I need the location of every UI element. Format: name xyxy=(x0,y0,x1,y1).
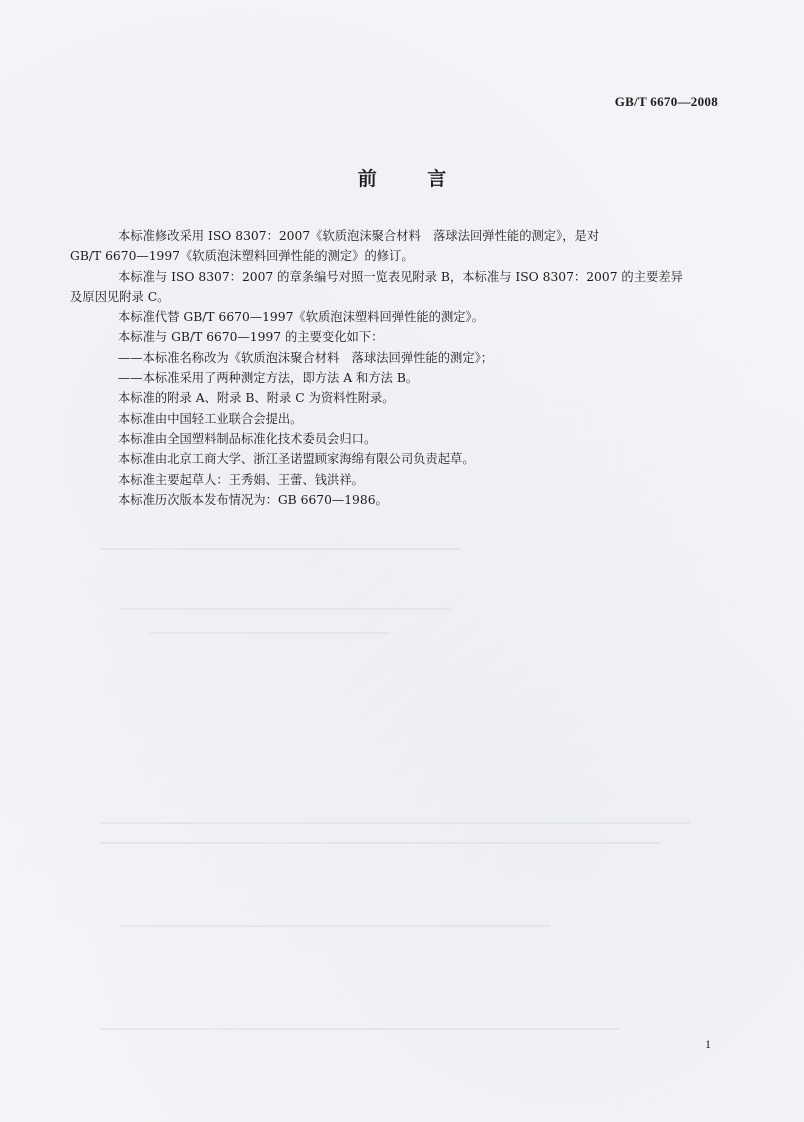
page-number: 1 xyxy=(705,1037,711,1051)
paragraph: 本标准与 GB/T 6670—1997 的主要变化如下： xyxy=(118,330,384,345)
bleed-through-line xyxy=(100,548,460,550)
paragraph: 本标准代替 GB/T 6670—1997《软质泡沫塑料回弹性能的测定》。 xyxy=(118,310,484,325)
paragraph-line: 及原因见附录 C。 xyxy=(70,289,170,304)
change-item: ——本标准采用了两种测定方法，即方法 A 和方法 B。 xyxy=(118,371,419,386)
paragraph xyxy=(70,226,716,267)
standard-number: GB/T 6670—2008 xyxy=(614,94,718,109)
bleed-through-line xyxy=(120,608,450,610)
foreword-body xyxy=(70,226,716,510)
bleed-through-line xyxy=(150,632,390,634)
paragraph-line: GB/T 6670—1997《软质泡沫塑料回弹性能的测定》的修订。 xyxy=(70,249,414,264)
paragraph: 本标准由北京工商大学、浙江圣诺盟顾家海绵有限公司负责起草。 xyxy=(118,452,475,467)
bleed-through-line xyxy=(100,842,660,844)
paragraph xyxy=(70,267,716,308)
bleed-through-line xyxy=(100,822,690,824)
paragraph: 本标准主要起草人：王秀娟、王蕾、钱洪祥。 xyxy=(118,472,364,487)
bleed-through-line xyxy=(100,1028,620,1030)
paragraph-line: 本标准与 ISO 8307：2007 的章条编号对照一览表见附录 B，本标准与 ISO 8307：2007 的主要差异 xyxy=(118,269,683,284)
paragraph: 本标准由中国轻工业联合会提出。 xyxy=(118,411,303,426)
page-title: 前 言 xyxy=(357,168,469,190)
paragraph: 本标准的附录 A、附录 B、附录 C 为资料性附录。 xyxy=(118,391,395,406)
paragraph: 本标准历次版本发布情况为：GB 6670—1986。 xyxy=(118,492,388,507)
bleed-through-line xyxy=(120,925,550,927)
paragraph-line: 本标准修改采用 ISO 8307：2007《软质泡沫聚合材料 落球法回弹性能的测定》，是对 xyxy=(118,229,600,243)
paragraph: 本标准由全国塑料制品标准化技术委员会归口。 xyxy=(118,431,377,446)
change-item: ——本标准名称改为《软质泡沫聚合材料 落球法回弹性能的测定》； xyxy=(118,350,494,365)
